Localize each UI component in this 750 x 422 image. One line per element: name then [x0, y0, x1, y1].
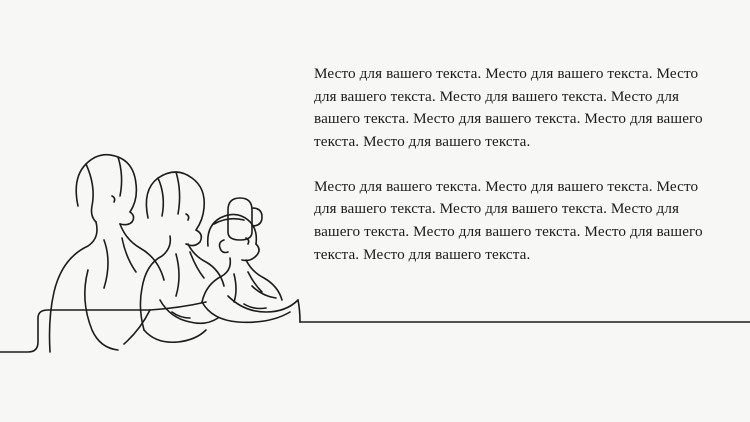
body-text-block [314, 63, 724, 266]
paragraph-2: Место для вашего текста. Место для вашего текста. Место для вашего текста. Место для вашего текста. Место для вашего текста. Место для вашего текста. Место для вашего текста. Место для вашего текста. [314, 177, 703, 263]
paragraph-1: Место для вашего текста. Место для вашего текста. Место для вашего текста. Место для вашего текста. Место для вашего текста. Место для вашего текста. Место для вашего текста. Место для вашего текста. [314, 65, 703, 150]
